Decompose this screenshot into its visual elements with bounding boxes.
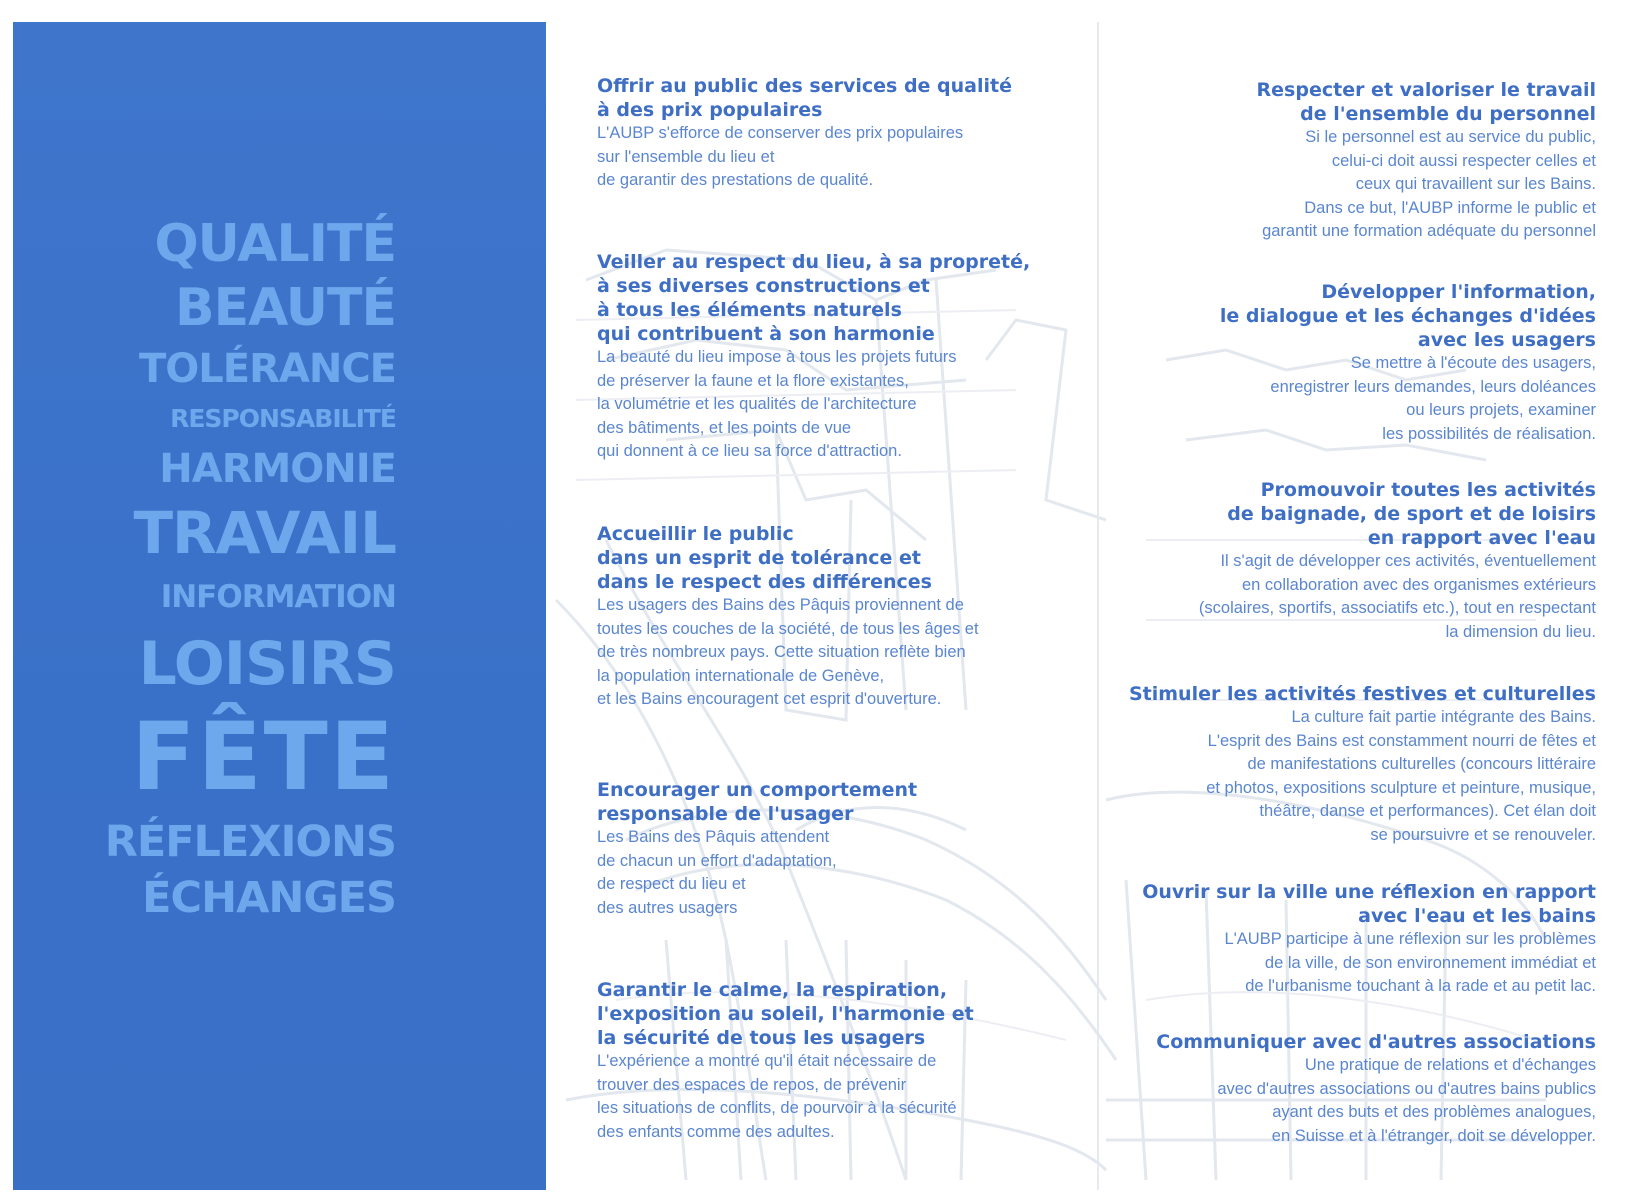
section-services xyxy=(597,74,1067,193)
section-body: Les Bains des Pâquis attendent de chacun un effort d'adaptation, de respect du lieu et des autres usagers xyxy=(597,828,837,917)
section-associations xyxy=(1086,1030,1596,1148)
word-harmonie: HARMONIE xyxy=(159,446,396,492)
section-body: L'AUBP s'efforce de conserver des prix populaires sur l'ensemble du lieu et de garantir des prestations de qualité. xyxy=(597,124,964,189)
section-body: Se mettre à l'écoute des usagers, enregistrer leurs demandes, leurs doléances ou leurs projets, examiner les possibilités de réalisation. xyxy=(1270,354,1596,443)
section-body: L'expérience a montré qu'il était nécessaire de trouver des espaces de repos, de prévenir les situations de conflits, de pourvoir à la sécurité des enfants comme des adultes. xyxy=(597,1052,957,1141)
section-heading: Offrir au public des services de qualité à des prix populaires xyxy=(597,75,1012,121)
section-festives xyxy=(1086,682,1596,847)
section-accueil xyxy=(597,522,1067,712)
word-fete: FÊTE xyxy=(131,703,396,812)
section-information xyxy=(1086,280,1596,446)
word-tolerance: TOLÉRANCE xyxy=(138,346,396,392)
section-heading: Veiller au respect du lieu, à sa propreté, à ses diverses constructions et à tous les éléments naturels qui contribuent à son harmonie xyxy=(597,251,1031,345)
section-body: Une pratique de relations et d'échanges avec d'autres associations ou d'autres bains publics ayant des buts et des problèmes analogues, en Suisse et à l'étranger, doit se développer. xyxy=(1217,1056,1596,1145)
word-information: INFORMATION xyxy=(160,579,396,615)
section-body: L'AUBP participe à une réflexion sur les problèmes de la ville, de son environnement immédiat et de l'urbanisme touchant à la rade et au petit lac. xyxy=(1224,930,1596,995)
section-calme xyxy=(597,978,1067,1144)
word-travail: TRAVAIL xyxy=(133,499,396,567)
cover-panel xyxy=(13,22,546,1190)
section-body: Si le personnel est au service du public, celui-ci doit aussi respecter celles et ceux qui travaillent sur les Bains. Dans ce but, l'AUBP informe le public et garantit une formation adéquate du personnel xyxy=(1262,128,1596,240)
section-heading: Garantir le calme, la respiration, l'exposition au soleil, l'harmonie et la sécurité de tous les usagers xyxy=(597,979,974,1049)
section-heading: Accueillir le public dans un esprit de tolérance et dans le respect des différences xyxy=(597,523,932,593)
section-heading: Ouvrir sur la ville une réflexion en rapport avec l'eau et les bains xyxy=(1142,881,1596,927)
section-respect-lieu xyxy=(597,250,1067,464)
section-heading: Promouvoir toutes les activités de baignade, de sport et de loisirs en rapport avec l'eau xyxy=(1227,479,1596,549)
section-personnel xyxy=(1086,78,1596,244)
section-heading: Communiquer avec d'autres associations xyxy=(1156,1031,1596,1053)
value-words xyxy=(105,212,396,926)
word-loisirs: LOISIRS xyxy=(138,629,396,699)
word-qualite: QUALITÉ xyxy=(154,214,396,274)
section-body: La culture fait partie intégrante des Bains. L'esprit des Bains est constamment nourri de fêtes et de manifestations culturelles (concours littéraire et photos, expositions sculpture et peinture, musique, théâtre, danse et performances). Cet élan doit se poursuivre et se renouveler. xyxy=(1206,708,1596,844)
section-heading: Encourager un comportement responsable de l'usager xyxy=(597,779,918,825)
section-ville xyxy=(1086,880,1596,999)
section-heading: Respecter et valoriser le travail de l'ensemble du personnel xyxy=(1256,79,1596,125)
word-responsabilite: RESPONSABILITÉ xyxy=(170,404,396,433)
section-heading: Développer l'information, le dialogue et les échanges d'idées avec les usagers xyxy=(1219,281,1596,351)
section-heading: Stimuler les activités festives et culturelles xyxy=(1128,683,1596,705)
word-reflexions: RÉFLEXIONS xyxy=(104,817,396,867)
section-baignade xyxy=(1086,478,1596,644)
word-beaute: BEAUTÉ xyxy=(174,278,396,338)
section-body: La beauté du lieu impose à tous les projets futurs de préserver la faune et la flore existantes, la volumétrie et les qualités de l'architecture des bâtiments, et les points de vue qui donnent à ce lieu sa force d'attraction. xyxy=(597,348,957,460)
word-echanges: ÉCHANGES xyxy=(142,873,396,923)
section-comportement xyxy=(597,778,1067,920)
section-body: Les usagers des Bains des Pâquis proviennent de toutes les couches de la société, de tous les âges et de très nombreux pays. Cette situation reflète bien la population internationale de Genève, et les Bains encouragent cet esprit d'ouverture. xyxy=(597,596,979,708)
section-body: Il s'agit de développer ces activités, éventuellement en collaboration avec des organismes extérieurs (scolaires, sportifs, associatifs etc.), tout en respectant la dimension du lieu. xyxy=(1198,552,1596,641)
